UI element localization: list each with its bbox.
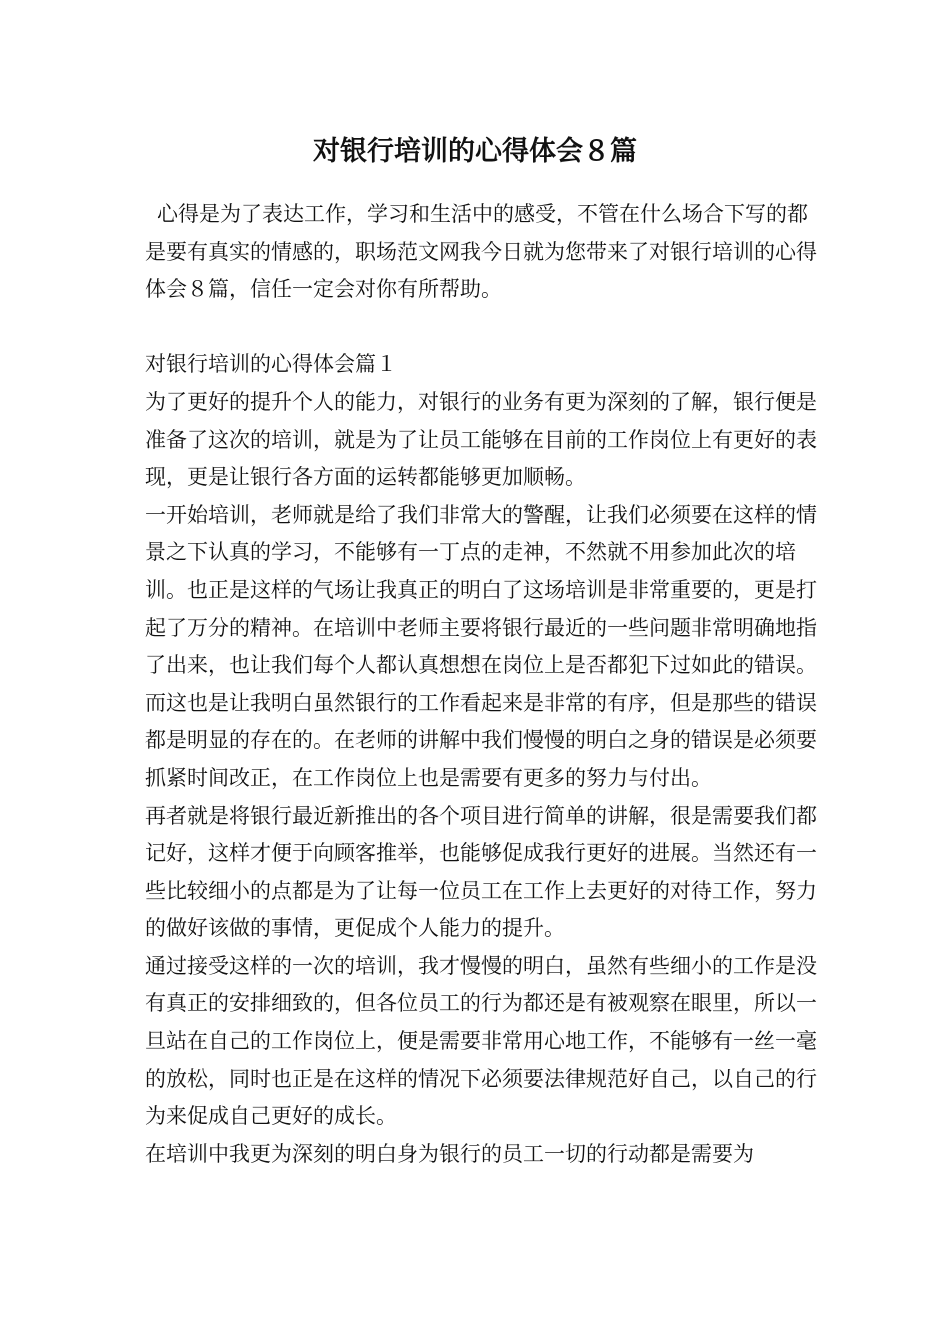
body-paragraph: 为了更好的提升个人的能力，对银行的业务有更为深刻的了解，银行便是准备了这次的培训，就是为了让员工能够在目前的工作岗位上有更好的表现，更是让银行各方面的运转都能够更加顺畅。 [145, 389, 817, 490]
intro-paragraph: 心得是为了表达工作，学习和生活中的感受，不管在什么场合下写的都是要有真实的情感的，职场范文网我今日就为您带来了对银行培训的心得体会８篇，信任一定会对你有所帮助。 [145, 202, 817, 302]
section-heading: 对银行培训的心得体会篇１ [145, 352, 397, 377]
body-paragraph: 一开始培训，老师就是给了我们非常大的警醒，让我们必须要在这样的情景之下认真的学习，不能够有一丁点的走神，不然就不用参加此次的培训。也正是这样的气场让我真正的明白了这场培训是非常重要的，更是打起了万分的精神。在培训中老师主要将银行最近的一些问题非常明确地指了出来，也让我们每个人都认真想想在岗位上是否都犯下过如此的错误。而这也是让我明白虽然银行的工作看起来是非常的有序，但是那些的错误都是明显的存在的。在老师的讲解中我们慢慢的明白之身的错误是必须要抓紧时间改正，在工作岗位上也是需要有更多的努力与付出。 [145, 502, 817, 790]
body-paragraph: 在培训中我更为深刻的明白身为银行的员工一切的行动都是需要为 [145, 1141, 754, 1166]
document-body [145, 196, 825, 1173]
document-title: 对银行培训的心得体会８篇 [313, 136, 637, 167]
body-paragraph: 通过接受这样的一次的培训，我才慢慢的明白，虽然有些细小的工作是没有真正的安排细致的，但各位员工的行为都还是有被观察在眼里，所以一旦站在自己的工作岗位上，便是需要非常用心地工作，不能够有一丝一毫的放松，同时也正是在这样的情况下必须要法律规范好自己，以自己的行为来促成自己更好的成长。 [145, 953, 817, 1129]
body-paragraph: 再者就是将银行最近新推出的各个项目进行简单的讲解，很是需要我们都记好，这样才便于向顾客推举，也能够促成我行更好的进展。当然还有一些比较细小的点都是为了让每一位员工在工作上去更好的对待工作，努力的做好该做的事情，更促成个人能力的提升。 [145, 803, 817, 941]
paragraph-spacer [145, 309, 825, 347]
